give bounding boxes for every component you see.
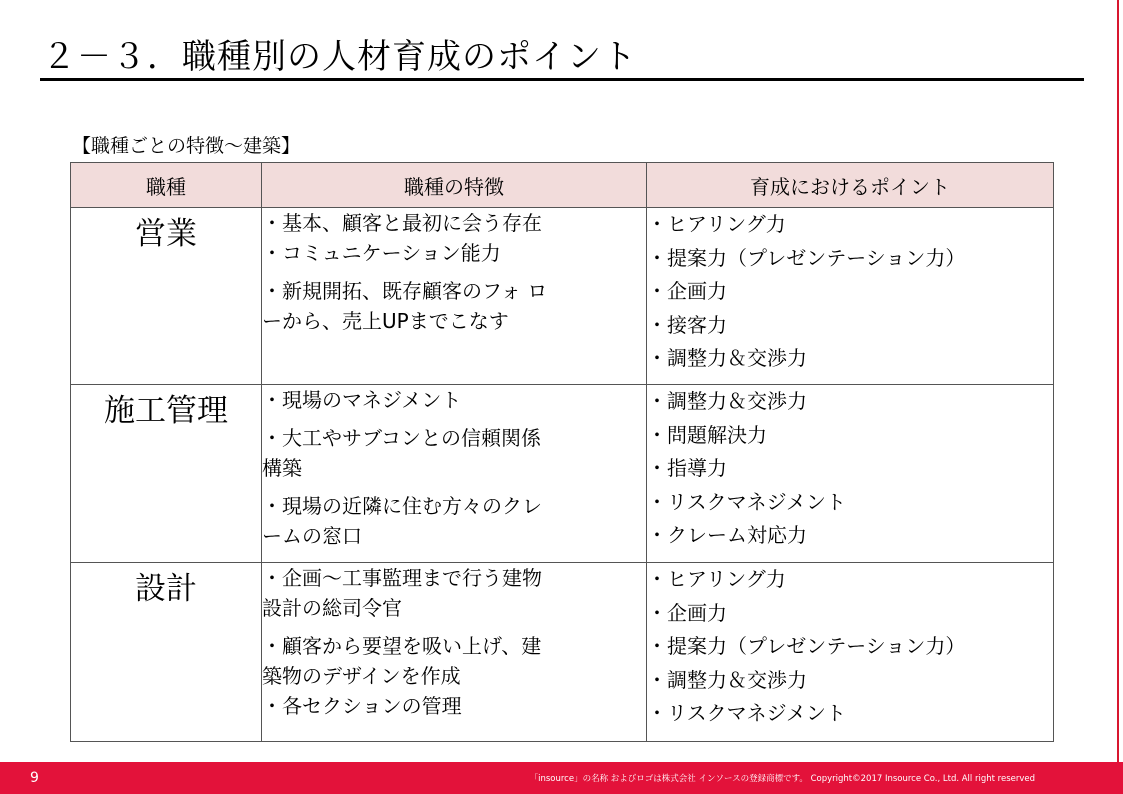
points-cell — [647, 563, 1054, 742]
job-category: 設計 — [71, 563, 262, 742]
feature-item: ・企画～工事監理まで行う建物 設計の総司令官 — [262, 566, 542, 620]
section-label: 【職種ごとの特徴～建築】 — [72, 135, 301, 157]
point-item: ・企画力 — [647, 600, 727, 625]
feature-item: ・基本、顧客と最初に会う存在 ・コミュニケーション能力 — [262, 211, 542, 265]
job-type-table — [70, 162, 1054, 742]
feature-item: ・現場のマネジメント — [262, 388, 462, 412]
copyright-notice: 「insource」の名称 およびロゴは株式会社 インソースの登録商標です。 Copyright©2017 Insource Co., Ltd. All right reserved — [529, 774, 1035, 784]
point-item: ・ヒアリング力 — [647, 567, 786, 591]
points-cell — [647, 385, 1054, 563]
features-cell — [262, 208, 647, 385]
feature-item: ・顧客から要望を吸い上げ、建 築物のデザインを作成 ・各セクションの管理 — [262, 634, 542, 718]
point-item: ・クレーム対応力 — [647, 523, 807, 547]
point-item: ・調整力＆交渉力 — [647, 346, 807, 370]
header-features: 職種の特徴 — [262, 163, 647, 208]
feature-item: ・新規開拓、既存顧客のフォ ロ ーから、売上UPまでこなす — [262, 279, 548, 333]
table-row — [71, 563, 1054, 742]
point-item: ・提案力（プレゼンテーション力） — [647, 245, 966, 270]
job-category: 営業 — [71, 208, 262, 385]
header-points: 育成におけるポイント — [647, 163, 1054, 208]
table-row — [71, 385, 1054, 563]
point-item: ・リスクマネジメント — [647, 489, 846, 514]
job-category: 施工管理 — [71, 385, 262, 563]
page-number: 9 — [30, 770, 39, 786]
feature-item: ・大工やサブコンとの信頼関係 構築 — [262, 426, 541, 480]
point-item: ・提案力（プレゼンテーション力） — [647, 634, 966, 658]
point-item: ・指導力 — [647, 456, 727, 480]
footer-bar — [0, 762, 1123, 794]
header-job-type: 職種 — [71, 163, 262, 208]
point-item: ・ヒアリング力 — [647, 212, 786, 236]
point-item: ・接客力 — [647, 312, 727, 337]
points-cell — [647, 208, 1054, 385]
features-cell — [262, 563, 647, 742]
table-header-row — [71, 163, 1054, 208]
feature-item: ・現場の近隣に住む方々のクレ ームの窓口 — [262, 494, 542, 548]
features-cell — [262, 385, 647, 563]
table-row — [71, 208, 1054, 385]
point-item: ・企画力 — [647, 279, 727, 303]
point-item: ・問題解決力 — [647, 422, 767, 447]
title-underline — [40, 78, 1084, 81]
point-item: ・調整力＆交渉力 — [647, 667, 807, 692]
right-edge-accent — [1117, 0, 1119, 762]
point-item: ・調整力＆交渉力 — [647, 389, 807, 413]
slide-title: ２－３．職種別の人材育成のポイント — [42, 37, 637, 77]
point-item: ・リスクマネジメント — [647, 701, 846, 725]
